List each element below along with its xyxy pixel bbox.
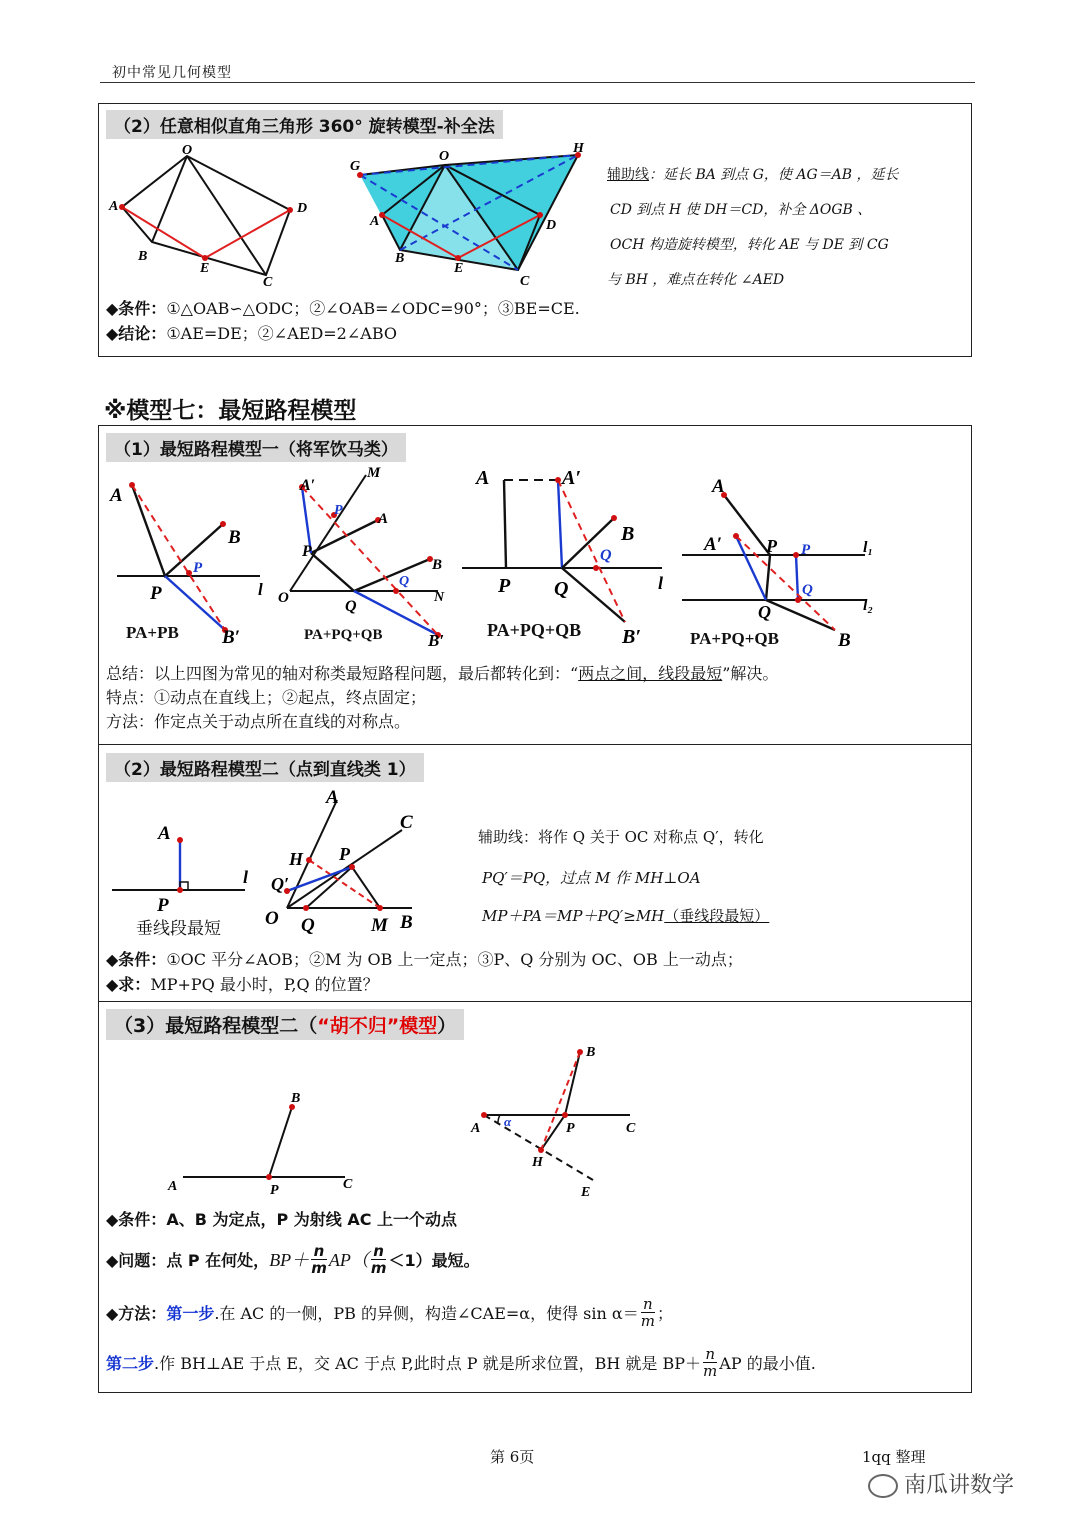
- label-O: O: [182, 143, 193, 158]
- label-Q: Q: [758, 602, 771, 622]
- part2-figure-b: [262, 785, 432, 935]
- part2-figure-a: [110, 815, 270, 915]
- label-A: A: [109, 199, 119, 214]
- rotation-figure-1: [100, 140, 330, 290]
- part3-condition: ◆条件：A、B 为定点，P 为射线 AC 上一个动点: [106, 1210, 458, 1229]
- part3-figure-a: [160, 1085, 370, 1200]
- rotation-model-tag: （2）任意相似直角三角形 360° 旋转模型-补全法: [106, 110, 503, 139]
- label-P: P: [566, 1121, 575, 1136]
- label-P: P: [270, 1183, 279, 1198]
- rotation-condition: ◆条件：①△OAB∽△ODC；②∠OAB=∠ODC=90°；③BE=CE.: [106, 299, 580, 318]
- label-A-prime: A′: [300, 477, 316, 494]
- aux-line-3: OCH 构造旋转模型，转化 AE 与 DE 到 CG: [610, 237, 889, 253]
- label-A: A: [158, 823, 171, 844]
- label-P: P: [339, 844, 350, 864]
- label-Q: Q: [345, 598, 357, 615]
- label-P: P: [157, 895, 169, 916]
- caption-pa-pb: PA+PB: [126, 623, 179, 642]
- label-P-small: P: [334, 503, 343, 518]
- label-B: B: [838, 630, 851, 651]
- label-Q-prime: Q′: [271, 874, 290, 894]
- label-Q-small: Q: [802, 582, 813, 598]
- page-number: 第 6页: [490, 1448, 535, 1466]
- label-B-prime: B′: [428, 631, 445, 650]
- label-l: l: [658, 573, 664, 593]
- label-P-red: P: [193, 560, 203, 576]
- label-B: B: [400, 912, 413, 933]
- label-N: N: [434, 590, 445, 605]
- part3-question: ◆问题： 点 P 在何处， BP＋ $\frac{n}{m}$ AP（ $\frac{n}{m}$ ＜1）最短。: [106, 1241, 480, 1277]
- part3-method-step2: 第二步 .作 BH⊥AE 于点 E，交 AC 于点 P,此时点 P 就是所求位置，BH 就是 BP＋ $\frac{n}{m}$ AP 的最小值.: [106, 1344, 816, 1380]
- label-A: A: [370, 214, 380, 229]
- label-O: O: [265, 908, 279, 929]
- label-B-prime: B′: [222, 627, 241, 648]
- part2-aux-3: MP＋PA＝MP＋PQ′≥MH（垂线段最短）: [482, 907, 770, 925]
- label-A-prime: A′: [704, 534, 723, 555]
- label-B: B: [291, 1091, 301, 1106]
- label-Q: Q: [554, 578, 569, 600]
- label-Q: Q: [301, 915, 315, 936]
- part2-tag: （2）最短路程模型二（点到直线类 1）: [106, 753, 424, 782]
- label-B: B: [228, 527, 241, 548]
- label-l: l: [243, 867, 249, 887]
- label-C: C: [520, 274, 530, 289]
- label-B: B: [395, 251, 405, 266]
- label-B: B: [621, 523, 635, 545]
- label-E: E: [454, 261, 464, 276]
- part2-condition: ◆条件：①OC 平分∠AOB；②M 为 OB 上一定点；③P、Q 分别为 OC、OB 上一动点；: [106, 950, 743, 969]
- fraction-n-m: $\frac{n}{m}$: [311, 1241, 327, 1277]
- label-B: B: [138, 249, 148, 264]
- label-E: E: [581, 1185, 591, 1200]
- label-D: D: [546, 218, 557, 233]
- part2-ask: ◆求：MP+PQ 最小时，P,Q 的位置？: [106, 975, 379, 994]
- label-A: A: [471, 1121, 481, 1136]
- label-Q-small: Q: [600, 547, 612, 564]
- part2-aux-2: PQ′＝PQ，过点 M 作 MH⊥OA: [482, 869, 701, 887]
- part1-figure-d: [680, 470, 895, 650]
- label-H: H: [573, 141, 584, 156]
- label-P: P: [302, 543, 312, 560]
- aux-line-4: 与 BH ，难点在转化 ∠AED: [607, 272, 785, 288]
- label-A: A: [378, 511, 389, 527]
- label-C: C: [263, 275, 273, 290]
- part1-figure-b: [278, 460, 458, 650]
- label-P: P: [150, 583, 162, 604]
- aux-line-1: 辅助线：延长 BA 到点 G，使 AG＝AB ，延长: [607, 167, 899, 183]
- label-G: G: [350, 159, 361, 174]
- caption-c: PA+PQ+QB: [487, 620, 582, 640]
- label-P: P: [766, 536, 777, 556]
- part2-aux-1: 辅助线：将作 Q 关于 OC 对称点 Q′，转化: [478, 828, 764, 846]
- label-C: C: [400, 812, 413, 833]
- caption-b: PA+PQ+QB: [304, 627, 383, 643]
- label-A-prime: A′: [562, 467, 581, 489]
- credit: 1qq 整理: [862, 1448, 926, 1466]
- label-O: O: [439, 149, 450, 164]
- model7-title: ※模型七：最短路程模型: [104, 398, 357, 424]
- label-M: M: [371, 915, 388, 936]
- document-header: 初中常见几何模型: [112, 65, 232, 81]
- fraction-n-m-2: $\frac{n}{m}$: [370, 1241, 387, 1277]
- label-l: l: [258, 580, 263, 599]
- wechat-icon: [868, 1474, 898, 1498]
- label-A: A: [326, 787, 339, 808]
- label-P-small: P: [801, 542, 811, 558]
- part1-summary: 总结：以上四图为常见的轴对称类最短路程问题，最后都转化到：“两点之间，线段最短”解决。: [106, 664, 779, 683]
- part1-figure-a: [105, 480, 275, 648]
- label-alpha: α: [504, 1114, 512, 1129]
- part3-tag: （3）最短路程模型二（“胡不归”模型）: [106, 1009, 464, 1040]
- caption-perpendicular: 垂线段最短: [136, 919, 221, 939]
- fraction-sin: $\frac{n}{m}$: [640, 1294, 655, 1330]
- header-rule: [100, 82, 975, 83]
- label-E: E: [200, 261, 210, 276]
- part1-tag: （1）最短路程模型一（将军饮马类）: [106, 433, 406, 462]
- label-B: B: [432, 557, 443, 573]
- label-B: B: [586, 1045, 596, 1060]
- aux-line-2: CD 到点 H 使 DH＝CD，补全 ΔOGB 、: [610, 202, 872, 218]
- label-l1: l₁: [863, 539, 874, 556]
- label-B-prime: B′: [622, 626, 641, 648]
- label-C: C: [343, 1177, 353, 1192]
- label-P: P: [498, 575, 511, 597]
- label-A: A: [712, 476, 725, 497]
- label-A: A: [168, 1179, 178, 1194]
- label-H: H: [532, 1155, 543, 1170]
- label-M: M: [367, 465, 381, 481]
- rotation-conclusion: ◆结论：①AE=DE；②∠AED=2∠ABO: [106, 324, 397, 343]
- label-A: A: [110, 485, 123, 506]
- rotation-figure-2: [340, 140, 600, 290]
- watermark: 南瓜讲数学: [868, 1468, 1014, 1499]
- part1-method: 方法：作定点关于动点所在直线的对称点。: [106, 712, 411, 731]
- fraction-bp: $\frac{n}{m}$: [703, 1344, 718, 1380]
- part3-figure-b: [468, 1040, 648, 1205]
- label-l2: l₂: [863, 597, 874, 614]
- label-A: A: [476, 467, 490, 489]
- label-O: O: [278, 590, 289, 606]
- label-C: C: [626, 1121, 636, 1136]
- label-D: D: [297, 201, 308, 216]
- part3-method-step1: ◆方法： 第一步 .在 AC 的一侧，PB 的异侧，构造∠CAE=α，使得 sin α＝ $\frac{n}{m}$ ；: [106, 1294, 673, 1330]
- label-H: H: [289, 849, 304, 869]
- label-Q-small: Q: [399, 574, 410, 589]
- caption-d: PA+PQ+QB: [690, 629, 779, 648]
- part1-feature: 特点：①动点在直线上；②起点，终点固定；: [106, 688, 427, 707]
